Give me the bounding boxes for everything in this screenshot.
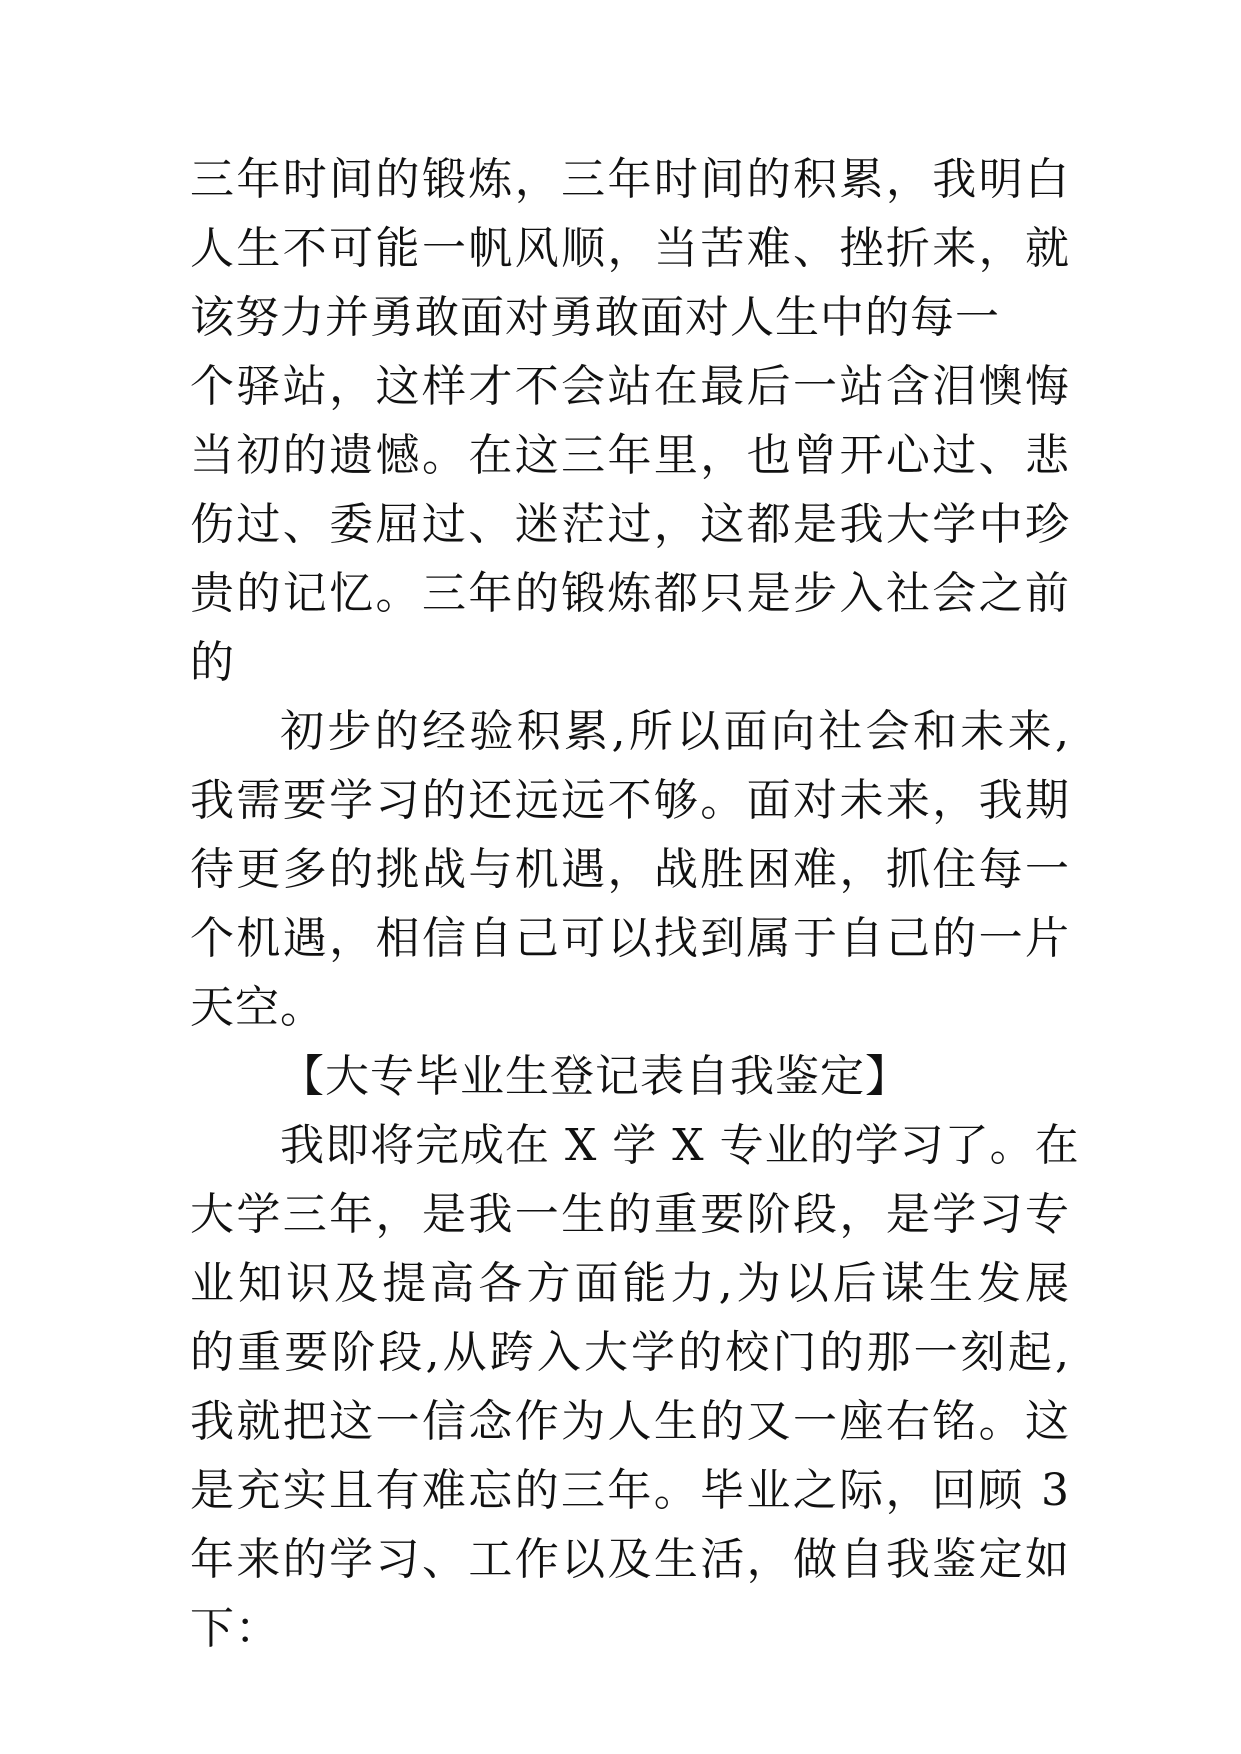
paragraph-1-line-4: 个驿站，这样才不会站在最后一站含泪懊悔	[190, 361, 1070, 412]
paragraph-2-line-2: 我需要学习的还远远不够。面对未来，我期	[190, 775, 1070, 826]
paragraph-3-line-4: 的重要阶段,从跨入大学的校门的那一刻起,	[190, 1327, 1070, 1378]
paragraph-2-line-5: 天空。	[190, 982, 325, 1033]
paragraph-3-line-5: 我就把这一信念作为人生的又一座右铭。这	[190, 1396, 1070, 1447]
paragraph-1-line-1: 三年时间的锻炼，三年时间的积累，我明白	[190, 154, 1070, 205]
section-heading: 【大专毕业生登记表自我鉴定】	[280, 1051, 910, 1102]
paragraph-2-line-3: 待更多的挑战与机遇，战胜困难，抓住每一	[190, 844, 1070, 895]
paragraph-2-line-1: 初步的经验积累,所以面向社会和未来,	[280, 706, 1070, 757]
paragraph-3-line-6: 是充实且有难忘的三年。毕业之际，回顾 3	[190, 1465, 1070, 1516]
paragraph-3-line-1: 我即将完成在 X 学 X 专业的学习了。在	[280, 1120, 1080, 1171]
paragraph-1-line-6: 伤过、委屈过、迷茫过，这都是我大学中珍	[190, 499, 1070, 550]
paragraph-3-line-2: 大学三年，是我一生的重要阶段，是学习专	[190, 1189, 1070, 1240]
paragraph-1-line-8: 的	[190, 637, 235, 688]
paragraph-3-line-8: 下：	[190, 1603, 280, 1654]
paragraph-3-line-3: 业知识及提高各方面能力,为以后谋生发展	[190, 1258, 1070, 1309]
paragraph-1-line-2: 人生不可能一帆风顺，当苦难、挫折来，就	[190, 223, 1070, 274]
paragraph-1-line-3: 该努力并勇敢面对勇敢面对人生中的每一	[190, 292, 1000, 343]
paragraph-1-line-5: 当初的遗憾。在这三年里，也曾开心过、悲	[190, 430, 1070, 481]
paragraph-3-line-7: 年来的学习、工作以及生活，做自我鉴定如	[190, 1534, 1070, 1585]
paragraph-2-line-4: 个机遇，相信自己可以找到属于自己的一片	[190, 913, 1070, 964]
paragraph-1-line-7: 贵的记忆。三年的锻炼都只是步入社会之前	[190, 568, 1070, 619]
